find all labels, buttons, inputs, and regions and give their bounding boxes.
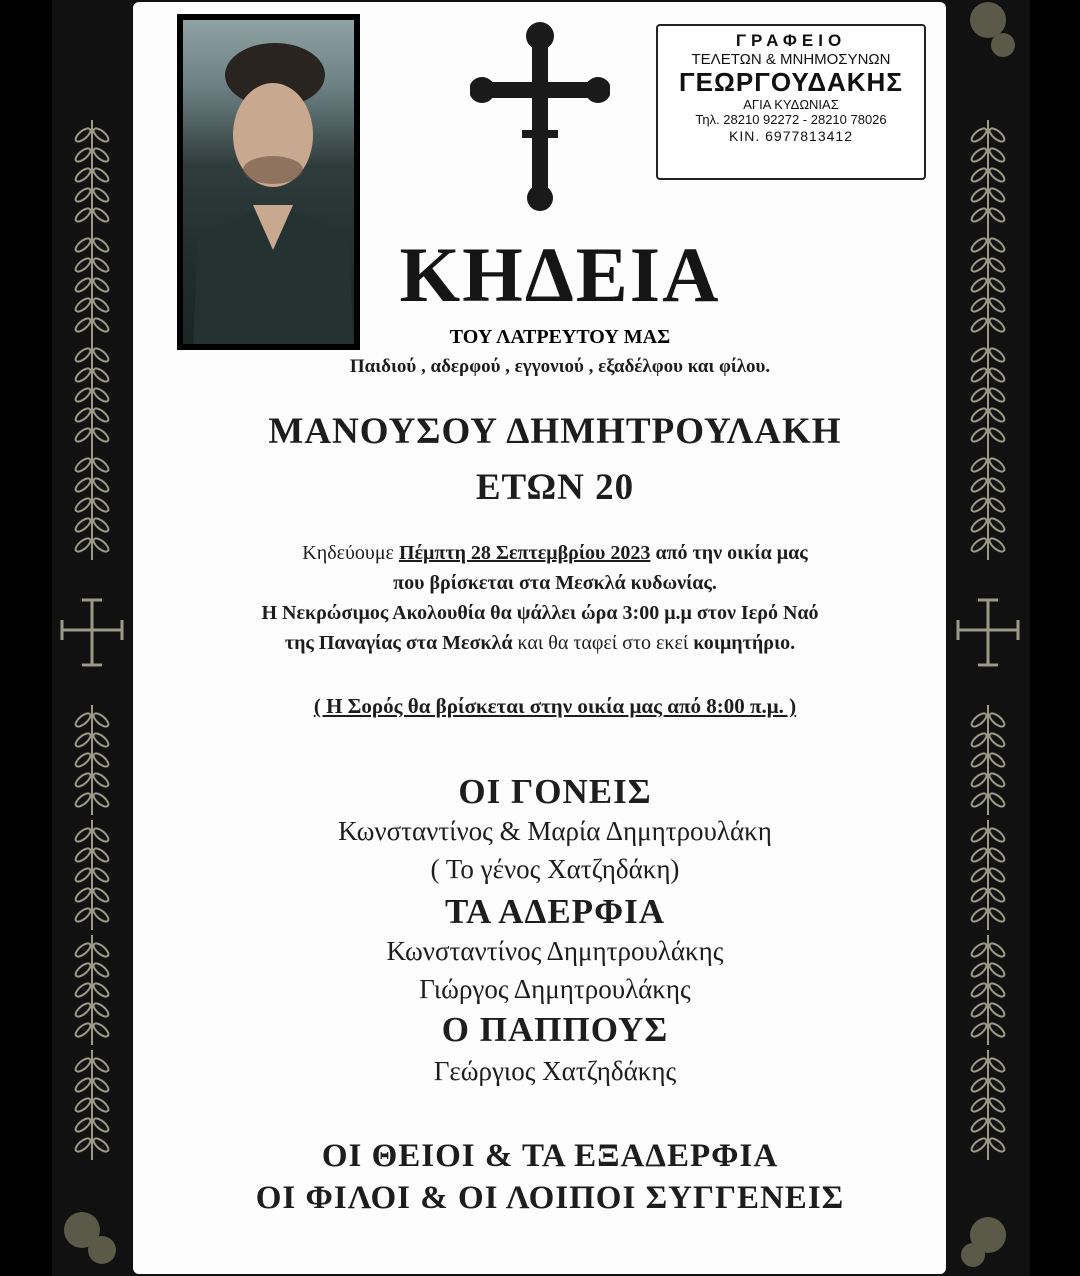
closing-line1: ΟΙ ΘΕΙΟΙ & ΤΑ ΕΞΑΔΕΡΦΙΑ xyxy=(321,1138,779,1174)
siblings-heading: ΤΑ ΑΔΕΡΦΙΑ xyxy=(445,892,665,931)
closing-line2: ΟΙ ΦΙΛΟΙ & ΟΙ ΛΟΙΠΟΙ ΣΥΓΓΕΝΕΙΣ xyxy=(255,1180,845,1216)
sibling-2: Γιώργος Δημητρουλάκης xyxy=(419,974,691,1004)
details-l4-end: κοιμητήριο. xyxy=(693,632,796,654)
office-phones: Τηλ. 28210 92272 - 28210 78026 xyxy=(695,111,887,127)
funeral-date: Πέμπτη 28 Σεπτεμβρίου 2023 xyxy=(398,542,651,564)
details-l1-end: από την οικία μας xyxy=(650,542,808,564)
office-line2: ΤΕΛΕΤΩΝ & ΜΝΗΜΟΣΥΝΩΝ xyxy=(691,50,891,68)
parents-note: ( Το γένος Χατζηδάκη) xyxy=(430,854,680,884)
details-line3: Η Νεκρώσιμος Ακολουθία θα ψάλλει ώρα 3:00 μ.μ στον Ιερό Ναό xyxy=(261,602,819,624)
details-l4-mid: και θα ταφεί στο εκεί xyxy=(512,632,694,654)
office-place: ΑΓΙΑ ΚΥΔΩΝΙΑΣ xyxy=(743,96,839,112)
details-line1 xyxy=(170,542,940,565)
details-l4-church: της Παναγίας στα Μεσκλά xyxy=(284,632,513,654)
details-l1-intro: Κηδεύουμε xyxy=(302,542,399,564)
olive-branch-icon xyxy=(970,120,1007,230)
details-line4 xyxy=(140,632,940,655)
corner-ornament-icon xyxy=(64,1212,116,1264)
parents-names: Κωνσταντίνος & Μαρία Δημητρουλάκη xyxy=(338,816,772,846)
cross-icon xyxy=(470,20,610,212)
relations-line: Παιδιού , αδερφού , εγγονιού , εξαδέλφου και φίλου. xyxy=(349,356,771,377)
parents-heading: ΟΙ ΓΟΝΕΙΣ xyxy=(458,772,652,811)
greek-cross-icon xyxy=(958,600,1018,665)
office-name: ΓΕΩΡΓΟΥΔΑΚΗΣ xyxy=(679,66,903,97)
notice-subtitle: ΤΟΥ ΛΑΤΡΕΥΤΟΥ ΜΑΣ xyxy=(449,326,671,348)
greek-cross-icon xyxy=(62,600,122,665)
deceased-age: ΕΤΩΝ 20 xyxy=(475,467,635,508)
portrait-photo xyxy=(177,14,360,350)
deceased-name: ΜΑΝΟΥΣΟΥ ΔΗΜΗΤΡΟΥΛΑΚΗ xyxy=(268,411,842,452)
sibling-1: Κωνσταντίνος Δημητρουλάκης xyxy=(386,936,724,966)
right-ornament-border xyxy=(948,0,1028,1276)
details-line2: που βρίσκεται στα Μεσκλά κυδωνίας. xyxy=(393,572,717,594)
notice-title: ΚΗΔΕΙΑ xyxy=(399,231,721,318)
wake-note: ( Η Σορός θα βρίσκεται στην οικία μας από 8:00 π.μ. ) xyxy=(313,694,797,718)
grandfather-name: Γεώργιος Χατζηδάκης xyxy=(433,1056,677,1086)
office-line1: ΓΡΑΦΕΙΟ xyxy=(735,31,847,50)
left-ornament-border xyxy=(52,0,132,1276)
funeral-office-box xyxy=(656,24,926,180)
olive-branch-icon xyxy=(74,120,111,230)
office-mobile: ΚΙΝ. 6977813412 xyxy=(729,127,853,144)
grandfather-heading: Ο ΠΑΠΠΟΥΣ xyxy=(441,1010,669,1049)
